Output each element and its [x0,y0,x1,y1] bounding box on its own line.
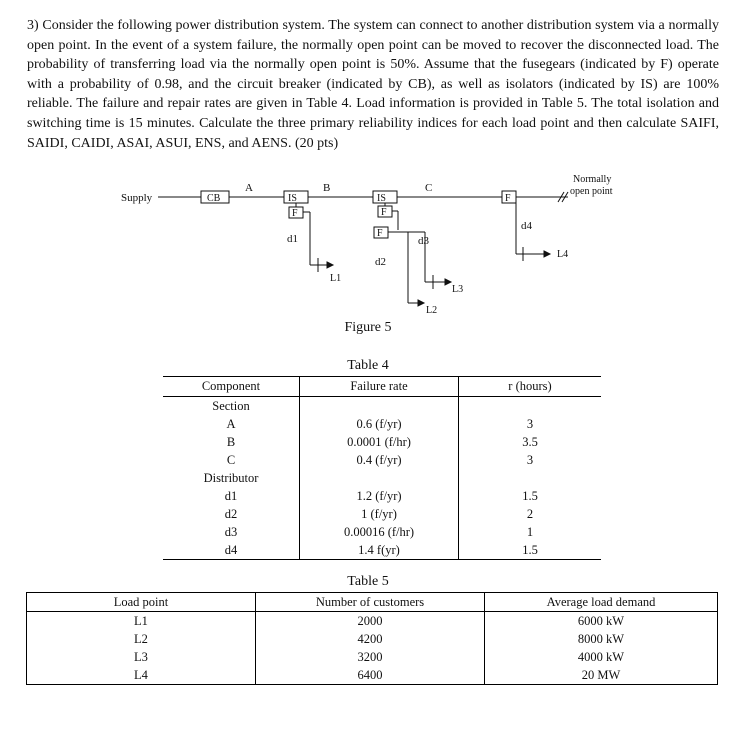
section-a-label: A [245,182,253,194]
table-cell [459,397,602,416]
table-cell: 8000 kW [485,630,718,648]
table-row [163,433,601,451]
table-cell: L1 [27,612,256,631]
table-cell: L3 [27,648,256,666]
table4-title: Table 4 [347,358,389,373]
table-row [163,487,601,505]
cb-label: CB [207,193,221,204]
table-cell: 1.2 (f/yr) [300,487,459,505]
is1-label: IS [288,193,297,204]
table-cell [459,469,602,487]
table-cell [300,469,459,487]
table-cell: 1 (f/yr) [300,505,459,523]
section-c-label: C [425,182,433,194]
table-cell: 3 [526,416,534,431]
table-cell: 0.6 (f/yr) [300,415,459,433]
nop-label-1: Normally [573,174,612,185]
table-row [163,505,601,523]
table-row [163,523,601,541]
figure-caption: Figure 5 [344,320,392,335]
table-cell: 1 [526,524,534,539]
table4-header-row [163,377,601,397]
table-row [27,666,718,685]
table-cell: B [163,433,300,451]
d4-label: d4 [521,220,532,232]
supply-label: Supply [121,192,153,204]
table-row [27,630,718,648]
table-cell: L4 [27,666,256,685]
table-cell: 0.0001 (f/hr) [300,433,459,451]
table-cell: d4 [163,541,300,560]
table-cell: 3.5 [522,434,538,449]
table-cell: 4000 kW [485,648,718,666]
table-cell: d1 [163,487,300,505]
table-row [163,415,601,433]
table-cell: Section [163,397,300,416]
table-cell: C [163,451,300,469]
l4-label: L4 [557,249,569,260]
table-cell: Distributor [163,469,300,487]
table-cell: 6000 kW [485,612,718,631]
table5-header-cell: Number of customers [256,593,485,612]
d1-label: d1 [287,233,298,245]
table-cell: 2000 [256,612,485,631]
l3-label: L3 [452,284,464,295]
table-cell: 1.5 [522,488,538,503]
table4-header-cell: Failure rate [300,377,459,397]
table5-header-cell: Load point [27,593,256,612]
table-cell [300,397,459,416]
is2-label: IS [377,193,386,204]
table-row [163,397,601,416]
l2-label: L2 [426,305,438,316]
table-cell: d2 [163,505,300,523]
f1-label: F [292,208,298,219]
problem-statement: 3) Consider the following power distribution system. The system can connect to another distribution system via a normally open point. In the event of a system failure, the normally open point can be moved to recover the disconnected load. The probability of transferring load via the normally open point is 50%. Assume that the fusegears (indicated by F) operate with a probability of 0.98, and the circuit breaker (indicated by CB), as well as isolators (indicated by IS) are 100% reliable. The failure and repair rates are given in Table 4. Load information is provided in Table 5. The total isolation and switching time is 15 minutes. Calculate the three primary reliability indices for each load point and then calculate SAIFI, SAIDI, CAIDI, ASAI, ASUI, ENS, and AENS. (20 pts) [27,18,719,151]
table5-title: Table 5 [347,574,389,589]
table-row [163,541,601,560]
d2-label: d2 [375,256,386,268]
table-4 [163,376,601,560]
d3-label: d3 [418,235,429,247]
f4-label: F [505,193,511,204]
table-cell: 20 MW [485,666,718,685]
table-cell: 3200 [256,648,485,666]
section-b-label: B [323,182,331,194]
table-cell: 1.4 f(yr) [300,541,459,560]
nop-label-2: open point [570,186,613,197]
table-row [163,451,601,469]
table-cell: L2 [27,630,256,648]
table5-header-cell: Average load demand [485,593,718,612]
table-5 [26,592,718,685]
table-cell: d3 [163,523,300,541]
table-cell: 3 [526,452,534,467]
power-distribution-diagram [0,160,744,340]
table-cell: 0.4 (f/yr) [300,451,459,469]
table-row [27,612,718,631]
l1-label: L1 [330,273,342,284]
table-row [27,648,718,666]
table4-header-cell: r (hours) [459,377,602,397]
f3-label: F [377,228,383,239]
table-cell: 6400 [256,666,485,685]
f2-label: F [381,207,387,218]
table5-header-row [27,593,718,612]
table-cell: 0.00016 (f/hr) [300,523,459,541]
table-cell: 1.5 [522,542,538,557]
table-cell: A [163,415,300,433]
table-cell: 4200 [256,630,485,648]
table-cell: 2 [526,506,534,521]
table4-header-cell: Component [163,377,300,397]
table-row [163,469,601,487]
